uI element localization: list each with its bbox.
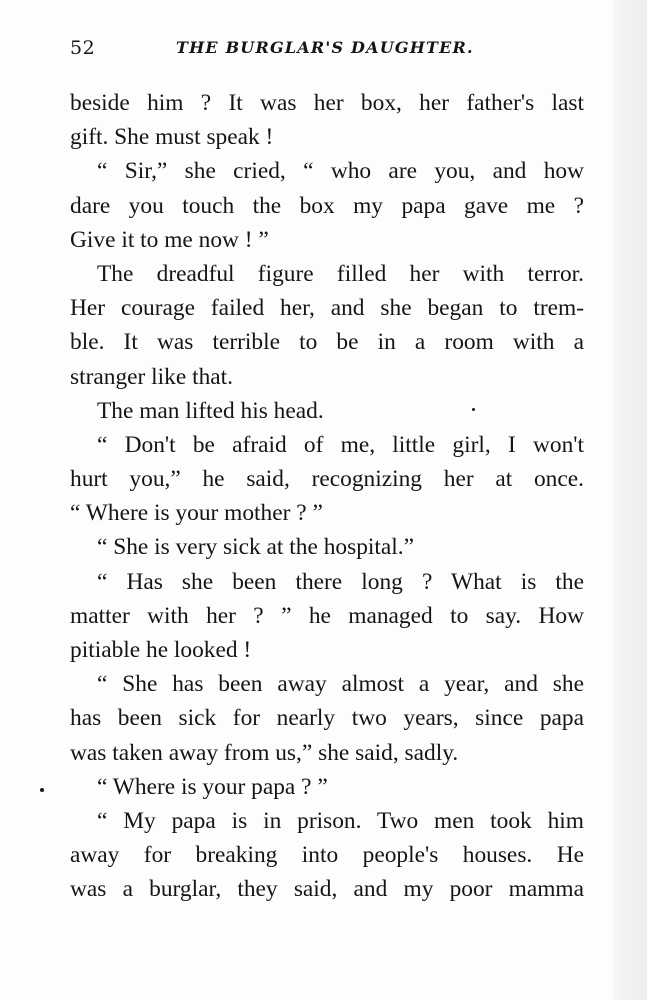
text-line: hurt you,” he said, recognizing her at once.	[70, 466, 584, 493]
ink-speck	[472, 408, 475, 411]
text-line: “ My papa is in prison. Two men took him	[97, 807, 584, 834]
page-number: 52	[70, 37, 96, 59]
text-line: “ She has been away almost a year, and she	[97, 671, 584, 698]
text-line: gift. She must speak !	[70, 124, 274, 151]
text-line: “ Where is your mother ? ”	[70, 500, 323, 527]
body-text	[70, 86, 584, 907]
text-line: “ She is very sick at the hospital.”	[97, 534, 414, 561]
text-line: beside him ? It was her box, her father's last	[70, 90, 584, 116]
text-line: away for breaking into people's houses. He	[70, 842, 584, 869]
text-line: pitiable he looked !	[70, 637, 252, 663]
text-line: The man lifted his head.	[97, 397, 324, 424]
page-edge-shadow	[613, 0, 647, 1000]
text-line: The dreadful figure filled her with terror.	[97, 260, 584, 287]
text-line: “ Don't be afraid of me, little girl, I won't	[97, 431, 584, 458]
text-line: has been sick for nearly two years, since papa	[70, 705, 584, 732]
text-line: dare you touch the box my papa gave me ?	[70, 192, 584, 219]
text-line: ble. It was terrible to be in a room with a	[70, 329, 584, 356]
text-line: “ Sir,” she cried, “ who are you, and how	[97, 158, 584, 185]
text-line: was a burglar, they said, and my poor mamma	[70, 876, 584, 903]
running-title: THE BURGLAR'S DAUGHTER.	[176, 38, 474, 57]
text-line: “ Where is your papa ? ”	[97, 773, 328, 800]
text-line: “ Has she been there long ? What is the	[97, 568, 584, 595]
text-line: Her courage failed her, and she began to trem-	[70, 295, 584, 322]
running-head	[70, 37, 588, 63]
text-line: stranger like that.	[70, 363, 234, 390]
text-line: matter with her ? ” he managed to say. How	[70, 602, 584, 629]
text-line: was taken away from us,” she said, sadly.	[70, 739, 459, 766]
text-line: Give it to me now ! ”	[70, 226, 269, 253]
ink-speck	[40, 788, 44, 792]
